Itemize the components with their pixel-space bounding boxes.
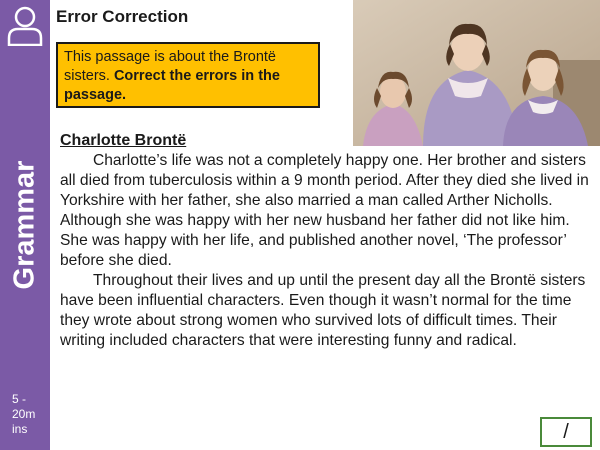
passage [60, 131, 595, 351]
time-label: 5 - 20m ins [12, 392, 36, 436]
person-icon [6, 4, 44, 46]
page-title: Error Correction [56, 7, 189, 26]
instruction-box [56, 42, 320, 108]
subject-label: Grammar [8, 160, 41, 290]
bronte-sisters-portrait [353, 0, 600, 146]
passage-paragraph: Throughout their lives and up until the present day all the Brontë sisters have been influential characters. Even though it wasn’t normal for the time they wrote about strong women who survived lots of difficult times. Their writing included characters that were interesting funny and radical. [60, 272, 586, 349]
instruction-bold-text: Correct the errors in the passage. [64, 68, 280, 103]
passage-heading: Charlotte Brontë [60, 132, 187, 149]
instruction-text: This passage is about the Brontë sisters. [64, 49, 276, 84]
answer-button[interactable]: / [540, 417, 592, 447]
sidebar [0, 0, 50, 450]
passage-paragraph: Charlotte’s life was not a completely happy one. Her brother and sisters all died from tuberculosis within a 9 month period. After they died she lived in Yorkshire with her father, she also married a man called Arther Nicholls. Although she was happy with her new husband her father did not like him. She was happy with her life, and published another novel, ‘The professor’ before she died. [60, 152, 589, 269]
